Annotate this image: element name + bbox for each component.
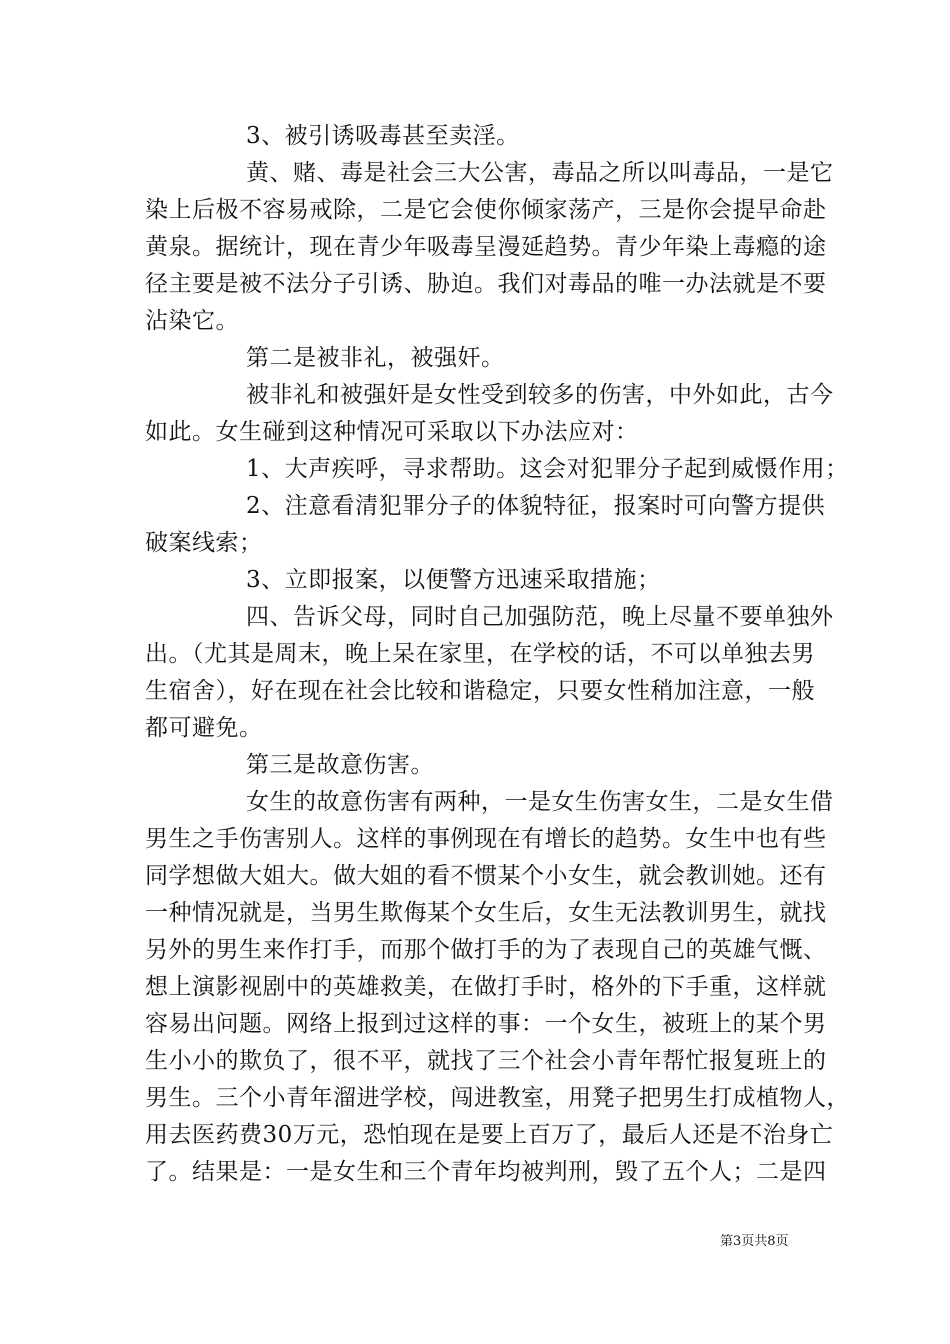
text-line: 都可避免。 [145, 715, 263, 741]
text-line: 男生之手伤害别人。这样的事例现在有增长的趋势。女生中也有些 [145, 826, 827, 852]
text-line: 黄、赌、毒是社会三大公害，毒品之所以叫毒品，一是它 [246, 160, 834, 186]
text-line: 生小小的欺负了，很不平，就找了三个社会小青年帮忙报复班上的 [145, 1048, 827, 1074]
text-line: 了。结果是：一是女生和三个青年均被判刑，毁了五个人；二是四 [145, 1159, 827, 1185]
section-heading: 第三是故意伤害。 [246, 752, 434, 778]
section-heading: 第二是被非礼，被强奸。 [246, 345, 505, 371]
text-line: 另外的男生来作打手，而那个做打手的为了表现自己的英雄气慨、 [145, 937, 827, 963]
text-line: 3、被引诱吸毒甚至卖淫。 [246, 123, 520, 149]
text-line: 黄泉。据统计，现在青少年吸毒呈漫延趋势。青少年染上毒瘾的途 [145, 234, 827, 260]
text-line: 沾染它。 [145, 308, 239, 334]
text-line: 径主要是被不法分子引诱、胁迫。我们对毒品的唯一办法就是不要 [145, 271, 827, 297]
text-line: 同学想做大姐大。做大姐的看不惯某个小女生，就会教训她。还有 [145, 863, 827, 889]
text-line: 容易出问题。网络上报到过这样的事：一个女生，被班上的某个男 [145, 1011, 827, 1037]
text-line: 如此。女生碰到这种情况可采取以下办法应对： [145, 419, 639, 445]
page-number: 第3页共8页 [720, 1234, 789, 1249]
list-item: 2、注意看清犯罪分子的体貌特征，报案时可向警方提供 [246, 493, 826, 519]
text-line: 生宿舍），好在现在社会比较和谐稳定，只要女性稍加注意，一般 [145, 678, 815, 704]
text-line: 破案线索； [145, 530, 263, 556]
text-line: 出。（尤其是周末，晚上呆在家里，在学校的话，不可以单独去男 [145, 641, 815, 667]
list-item: 3、立即报案，以便警方迅速采取措施； [246, 567, 661, 593]
text-line: 用去医药费30万元，恐怕现在是要上百万了，最后人还是不治身亡 [145, 1122, 834, 1148]
text-line: 一种情况就是，当男生欺侮某个女生后，女生无法教训男生，就找 [145, 900, 827, 926]
list-item: 四、告诉父母，同时自己加强防范，晚上尽量不要单独外 [246, 604, 834, 630]
text-line: 想上演影视剧中的英雄救美，在做打手时，格外的下手重，这样就 [145, 974, 827, 1000]
list-item: 1、大声疾呼，寻求帮助。这会对犯罪分子起到威慑作用； [246, 456, 849, 482]
text-line: 被非礼和被强奸是女性受到较多的伤害，中外如此，古今 [246, 382, 834, 408]
text-line: 染上后极不容易戒除，二是它会使你倾家荡产，三是你会提早命赴 [145, 197, 827, 223]
text-line: 女生的故意伤害有两种，一是女生伤害女生，二是女生借 [246, 789, 834, 815]
text-line: 男生。三个小青年溜进学校，闯进教室，用凳子把男生打成植物人， [145, 1085, 850, 1111]
